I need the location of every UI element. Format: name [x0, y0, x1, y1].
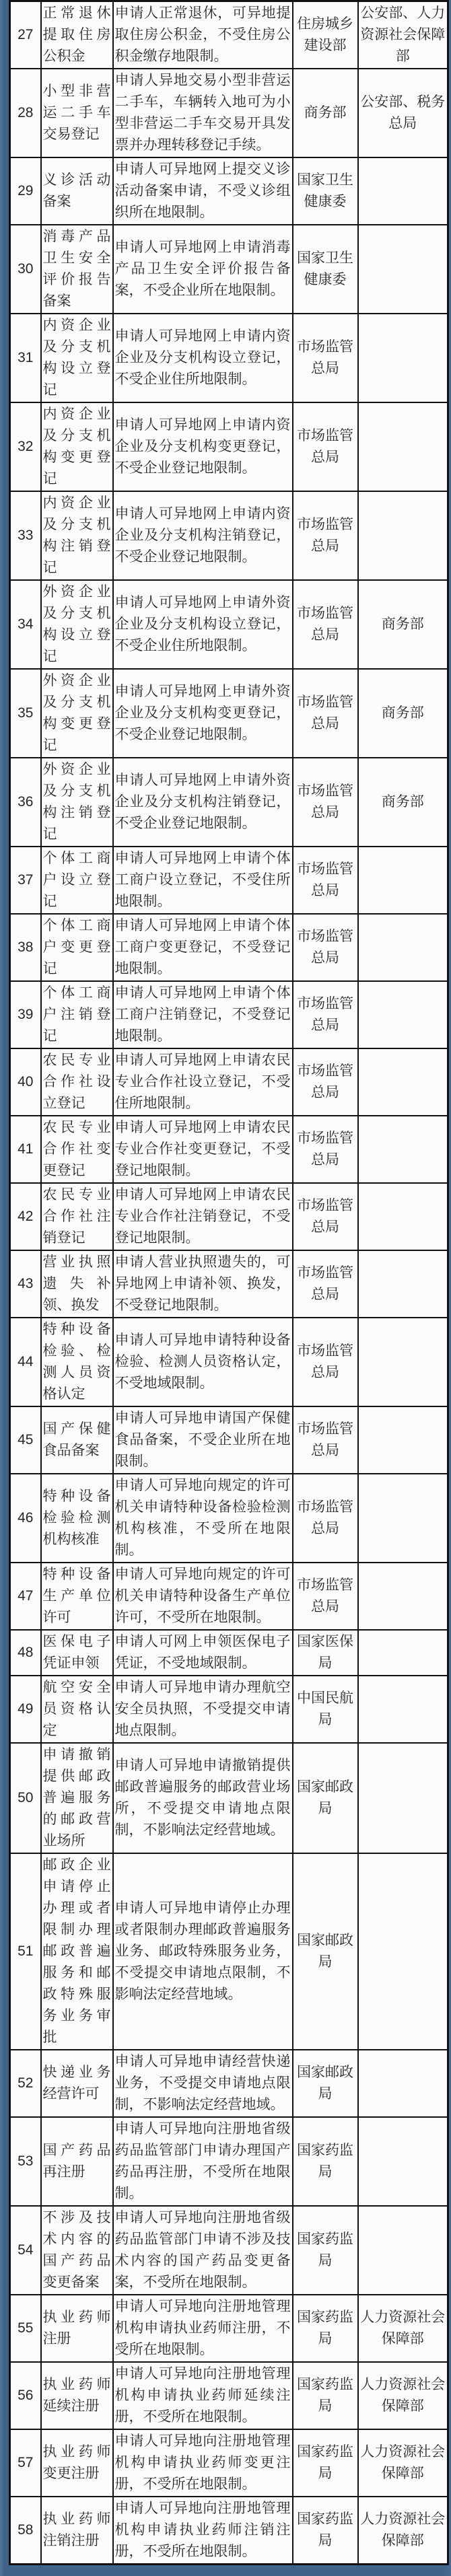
row-number: 57 — [10, 2429, 41, 2497]
row-number: 33 — [10, 491, 41, 580]
lead-department: 商务部 — [293, 69, 358, 157]
table-row — [10, 2295, 448, 2362]
lead-department: 市场监管总局 — [293, 847, 358, 914]
table-row — [10, 69, 448, 157]
table-row — [10, 1630, 448, 1676]
cooperating-department: 商务部 — [358, 758, 448, 847]
item-name: 个体工商户注销登记 — [41, 981, 113, 1048]
cooperating-department — [358, 847, 448, 914]
row-number: 41 — [10, 1116, 41, 1183]
lead-department: 国家邮政局 — [293, 1743, 358, 1853]
item-description: 申请人可异地向注册地管理机构申请执业药师延续注册，不受所在地限制。 — [113, 2362, 293, 2429]
row-number: 28 — [10, 69, 41, 157]
row-number: 39 — [10, 981, 41, 1048]
row-number: 53 — [10, 2117, 41, 2206]
item-name: 外资企业及分支机构变更登记 — [41, 669, 113, 758]
row-number: 31 — [10, 314, 41, 402]
row-number: 55 — [10, 2295, 41, 2362]
row-number: 29 — [10, 157, 41, 225]
cooperating-department — [358, 402, 448, 491]
item-name: 执业药师延续注册 — [41, 2362, 113, 2429]
row-number: 42 — [10, 1183, 41, 1250]
cooperating-department — [358, 1630, 448, 1676]
item-description: 申请人可异地网上申请农民专业合作社注销登记，不受登记地限制。 — [113, 1183, 293, 1250]
cooperating-department — [358, 1563, 448, 1630]
item-name: 外资企业及分支机构注销登记 — [41, 758, 113, 847]
item-name: 申请撤销提供邮政普遍服务的邮政营业场所 — [41, 1743, 113, 1853]
row-number: 30 — [10, 225, 41, 314]
table-row — [10, 1318, 448, 1406]
lead-department: 市场监管总局 — [293, 981, 358, 1048]
table-row — [10, 847, 448, 914]
row-number: 35 — [10, 669, 41, 758]
table-row — [10, 981, 448, 1048]
item-name: 医保电子凭证申领 — [41, 1630, 113, 1676]
item-name: 特种设备生产单位许可 — [41, 1563, 113, 1630]
table-row — [10, 402, 448, 491]
item-name: 外资企业及分支机构设立登记 — [41, 580, 113, 669]
item-description: 申请人可异地网上申请消毒产品卫生安全评价报告备案，不受企业所在地限制。 — [113, 225, 293, 314]
item-description: 申请人可异地申请经营快递业务，不受提交申请地点限制，不影响法定经营地域。 — [113, 2050, 293, 2117]
row-number: 58 — [10, 2497, 41, 2565]
table-row — [10, 1183, 448, 1250]
item-name: 小型非营运二手车交易登记 — [41, 69, 113, 157]
cooperating-department — [358, 1474, 448, 1563]
item-description: 申请人异地交易小型非营运二手车，车辆转入地可为小型非营运二手车交易开具发票并办理转移登记手续。 — [113, 69, 293, 157]
table-row — [10, 1116, 448, 1183]
item-description: 申请人可网上申领医保电子凭证，不受地域限制。 — [113, 1630, 293, 1676]
row-number: 27 — [10, 1, 41, 69]
cooperating-department: 人力资源社会保障部 — [358, 2429, 448, 2497]
item-description: 申请人可异地网上申请农民专业合作社变更登记，不受登记地限制。 — [113, 1116, 293, 1183]
item-name: 内资企业及分支机构变更登记 — [41, 402, 113, 491]
table-row — [10, 2206, 448, 2295]
item-description: 申请人可异地网上申请个体工商户设立登记，不受住所地限制。 — [113, 847, 293, 914]
item-description: 申请人可异地申请停止办理或者限制办理邮政普遍服务业务、邮政特殊服务业务，不受提交申请地点限制，不影响法定经营地域。 — [113, 1853, 293, 2050]
lead-department: 住房城乡建设部 — [293, 1, 358, 69]
table-row — [10, 1743, 448, 1853]
lead-department: 国家药监局 — [293, 2497, 358, 2565]
table-row — [10, 2497, 448, 2565]
table-row — [10, 2050, 448, 2117]
item-name: 国产保健食品备案 — [41, 1406, 113, 1474]
row-number: 49 — [10, 1676, 41, 1743]
item-description: 申请人可异地申请国产保健食品备案，不受企业所在地限制。 — [113, 1406, 293, 1474]
table-row — [10, 314, 448, 402]
item-name: 个体工商户设立登记 — [41, 847, 113, 914]
row-number: 47 — [10, 1563, 41, 1630]
item-description: 申请人可异地向注册地省级药品监管部门申请不涉及技术内容的国产药品变更备案，不受所在地限制。 — [113, 2206, 293, 2295]
lead-department: 市场监管总局 — [293, 1183, 358, 1250]
table-row — [10, 1853, 448, 2050]
row-number: 48 — [10, 1630, 41, 1676]
item-name: 农民专业合作社变更登记 — [41, 1116, 113, 1183]
item-name: 内资企业及分支机构设立登记 — [41, 314, 113, 402]
lead-department: 市场监管总局 — [293, 1116, 358, 1183]
table-row — [10, 1048, 448, 1116]
row-number: 43 — [10, 1250, 41, 1318]
item-name: 消毒产品卫生安全评价报告备案 — [41, 225, 113, 314]
table-row — [10, 1676, 448, 1743]
cooperating-department — [358, 314, 448, 402]
cooperating-department — [358, 1250, 448, 1318]
cooperating-department — [358, 981, 448, 1048]
item-description: 申请人可异地网上申请个体工商户变更登记，不受登记地限制。 — [113, 914, 293, 981]
table-row — [10, 758, 448, 847]
item-name: 航空安全员资格认定 — [41, 1676, 113, 1743]
item-name: 正常退休提取住房公积金 — [41, 1, 113, 69]
lead-department: 市场监管总局 — [293, 1474, 358, 1563]
item-description: 申请人可异地网上申请内资企业及分支机构变更登记，不受企业登记地限制。 — [113, 402, 293, 491]
lead-department: 市场监管总局 — [293, 491, 358, 580]
item-description: 申请人可异地向注册地省级药品监管部门申请办理国产药品再注册，不受所在地限制。 — [113, 2117, 293, 2206]
item-description: 申请人可异地网上申请内资企业及分支机构设立登记，不受企业住所地限制。 — [113, 314, 293, 402]
row-number: 34 — [10, 580, 41, 669]
lead-department: 国家药监局 — [293, 2429, 358, 2497]
item-description: 申请人可异地网上申请个体工商户注销登记，不受登记地限制。 — [113, 981, 293, 1048]
cooperating-department — [358, 1853, 448, 2050]
cooperating-department: 公安部、税务总局 — [358, 69, 448, 157]
lead-department: 市场监管总局 — [293, 580, 358, 669]
cooperating-department — [358, 1406, 448, 1474]
lead-department: 国家卫生健康委 — [293, 157, 358, 225]
item-description: 申请人可异地网上提交义诊活动备案申请，不受义诊组织所在地限制。 — [113, 157, 293, 225]
cooperating-department — [358, 2050, 448, 2117]
item-name: 义诊活动备案 — [41, 157, 113, 225]
lead-department: 市场监管总局 — [293, 669, 358, 758]
item-description: 申请人可异地向注册地管理机构申请执业药师变更注册，不受所在地限制。 — [113, 2429, 293, 2497]
item-description: 申请人可异地网上申请内资企业及分支机构注销登记，不受企业登记地限制。 — [113, 491, 293, 580]
row-number: 37 — [10, 847, 41, 914]
item-name: 农民专业合作社注销登记 — [41, 1183, 113, 1250]
row-number: 46 — [10, 1474, 41, 1563]
item-name: 内资企业及分支机构注销登记 — [41, 491, 113, 580]
table-row — [10, 2429, 448, 2497]
table-row — [10, 669, 448, 758]
row-number: 52 — [10, 2050, 41, 2117]
table-row — [10, 2362, 448, 2429]
cooperating-department: 人力资源社会保障部 — [358, 2362, 448, 2429]
item-description: 申请人可异地向规定的许可机关申请特种设备检验检测机构核准，不受所在地限制。 — [113, 1474, 293, 1563]
cooperating-department: 人力资源社会保障部 — [358, 2295, 448, 2362]
lead-department: 国家卫生健康委 — [293, 225, 358, 314]
lead-department: 市场监管总局 — [293, 402, 358, 491]
cooperating-department — [358, 1116, 448, 1183]
row-number: 40 — [10, 1048, 41, 1116]
cooperating-department — [358, 2206, 448, 2295]
row-number: 51 — [10, 1853, 41, 2050]
table-row — [10, 1563, 448, 1630]
item-description: 申请人可异地网上申请外资企业及分支机构变更登记，不受企业登记地限制。 — [113, 669, 293, 758]
item-name: 邮政企业申请停止办理或者限制办理邮政普遍服务和邮政特殊服务业务审批 — [41, 1853, 113, 2050]
cooperating-department: 公安部、人力资源社会保障部 — [358, 1, 448, 69]
row-number: 36 — [10, 758, 41, 847]
cooperating-department: 商务部 — [358, 580, 448, 669]
item-description: 申请人可异地向注册地管理机构申请执业药师注册，不受所在地限制。 — [113, 2295, 293, 2362]
lead-department: 国家药监局 — [293, 2206, 358, 2295]
row-number: 50 — [10, 1743, 41, 1853]
lead-department: 国家药监局 — [293, 2117, 358, 2206]
cooperating-department — [358, 491, 448, 580]
table-body — [10, 1, 448, 2565]
cooperating-department — [358, 157, 448, 225]
approval-items-table — [9, 0, 449, 2565]
item-description: 申请人营业执照遗失的，可异地网上申请补领、换发，不受登记地限制。 — [113, 1250, 293, 1318]
table-row — [10, 1250, 448, 1318]
item-name: 执业药师变更注册 — [41, 2429, 113, 2497]
table-row — [10, 157, 448, 225]
row-number: 54 — [10, 2206, 41, 2295]
lead-department: 市场监管总局 — [293, 1563, 358, 1630]
item-description: 申请人可异地向注册地管理机构申请执业药师注销注册，不受所在地限制。 — [113, 2497, 293, 2565]
item-description: 申请人正常退休，可异地提取住房公积金，不受住房公积金缴存地限制。 — [113, 1, 293, 69]
item-description: 申请人可异地向规定的许可机关申请特种设备生产单位许可，不受所在地限制。 — [113, 1563, 293, 1630]
item-description: 申请人可异地网上申请外资企业及分支机构注销登记，不受企业登记地限制。 — [113, 758, 293, 847]
lead-department: 市场监管总局 — [293, 314, 358, 402]
cooperating-department — [358, 1743, 448, 1853]
item-name: 农民专业合作社设立登记 — [41, 1048, 113, 1116]
lead-department: 国家药监局 — [293, 2362, 358, 2429]
cooperating-department — [358, 914, 448, 981]
lead-department: 市场监管总局 — [293, 1048, 358, 1116]
item-name: 营业执照遗失补领、换发 — [41, 1250, 113, 1318]
row-number: 38 — [10, 914, 41, 981]
item-description: 申请人可异地申请办理航空安全员执照，不受提交申请地点限制。 — [113, 1676, 293, 1743]
cooperating-department: 人力资源社会保障部 — [358, 2497, 448, 2565]
table-row — [10, 491, 448, 580]
item-description: 申请人可异地申请撤销提供邮政普遍服务的邮政营业场所，不受提交申请地点限制，不影响法定经营地域。 — [113, 1743, 293, 1853]
lead-department: 国家药监局 — [293, 2295, 358, 2362]
cooperating-department — [358, 225, 448, 314]
lead-department: 国家邮政局 — [293, 2050, 358, 2117]
lead-department: 市场监管总局 — [293, 914, 358, 981]
cooperating-department — [358, 1318, 448, 1406]
lead-department: 国家医保局 — [293, 1630, 358, 1676]
table-row — [10, 1406, 448, 1474]
lead-department: 市场监管总局 — [293, 1318, 358, 1406]
lead-department: 国家邮政局 — [293, 1853, 358, 2050]
cooperating-department — [358, 2117, 448, 2206]
item-name: 个体工商户变更登记 — [41, 914, 113, 981]
cooperating-department — [358, 1183, 448, 1250]
item-name: 特种设备检验检测机构核准 — [41, 1474, 113, 1563]
item-name: 执业药师注册 — [41, 2295, 113, 2362]
row-number: 44 — [10, 1318, 41, 1406]
item-name: 国产药品再注册 — [41, 2117, 113, 2206]
item-name: 执业药师注销注册 — [41, 2497, 113, 2565]
row-number: 56 — [10, 2362, 41, 2429]
cooperating-department: 商务部 — [358, 669, 448, 758]
item-description: 申请人可异地申请特种设备检验、检测人员资格认定，不受地域限制。 — [113, 1318, 293, 1406]
item-name: 特种设备检验、检测人员资格认定 — [41, 1318, 113, 1406]
item-description: 申请人可异地网上申请农民专业合作社设立登记，不受住所地限制。 — [113, 1048, 293, 1116]
table-row — [10, 1474, 448, 1563]
lead-department: 市场监管总局 — [293, 1406, 358, 1474]
table-row — [10, 2117, 448, 2206]
item-description: 申请人可异地网上申请外资企业及分支机构设立登记，不受企业住所地限制。 — [113, 580, 293, 669]
table-row — [10, 1, 448, 69]
item-name: 不涉及技术内容的国产药品变更备案 — [41, 2206, 113, 2295]
table-row — [10, 914, 448, 981]
lead-department: 中国民航局 — [293, 1676, 358, 1743]
table-row — [10, 580, 448, 669]
item-name: 快递业务经营许可 — [41, 2050, 113, 2117]
lead-department: 市场监管总局 — [293, 758, 358, 847]
table-row — [10, 225, 448, 314]
lead-department: 市场监管总局 — [293, 1250, 358, 1318]
cooperating-department — [358, 1676, 448, 1743]
row-number: 45 — [10, 1406, 41, 1474]
row-number: 32 — [10, 402, 41, 491]
cooperating-department — [358, 1048, 448, 1116]
